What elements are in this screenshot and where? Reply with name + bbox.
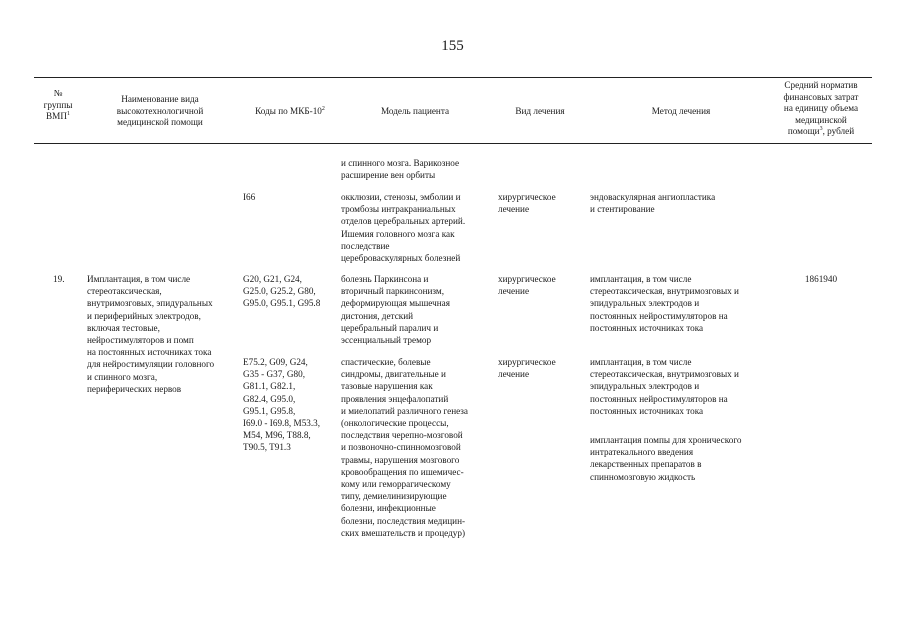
group-19-average-cost: 1861940: [804, 274, 838, 284]
footnote-3: 3: [819, 126, 823, 133]
i66-patient-model: окклюзии, стенозы, эмболии и тромбозы интракраниальных отделов церебральных артерий. Ишемия головного мозга как последствие цереброваскулярных болезней: [341, 192, 466, 264]
continued-patient-model: и спинного мозга. Варикозное расширение вен орбиты: [341, 158, 460, 181]
header-bottom-rule: [34, 143, 872, 144]
group-19a-patient-model: болезнь Паркинсона и вторичный паркинсонизм, деформирующая мышечная дистония, детский церебральный паралич и эссенциальный тремор: [341, 274, 450, 346]
i66-treatment-method: эндоваскулярная ангиопластика и стентирование: [590, 192, 716, 215]
group-19b-icd-codes: E75.2, G09, G24, G35 - G37, G80, G81.1, G82.1, G82.4, G95.0, G95.1, G95.8, I69.0 - I69.8, M53.3, M54, M96, T88.8, T90.5, T91.3: [243, 357, 321, 453]
group-19b-treatment-method-2: имплантация помпы для хронического интратекального введения лекарственных препаратов в спинномозговую жидкость: [590, 435, 742, 482]
header-average-cost-unit: , рублей: [822, 126, 855, 137]
footnote-2: 2: [321, 105, 325, 112]
group-19-care-type: Имплантация, в том числе стереотаксическая, внутримозговых, эпидуральных и периферийных электродов, включая тестовые, нейростимуляторов и помп на постоянных источниках тока для нейростимуляции головного и спинного мозга, периферических нервов: [87, 274, 215, 394]
group-19-number: 19.: [53, 274, 65, 284]
footnote-1: 1: [66, 111, 70, 118]
group-19b-treatment-type: хирургическое лечение: [498, 357, 556, 380]
group-19a-treatment-method: имплантация, в том числе стереотаксическая, внутримозговых и эпидуральных электродов и постоянных нейростимуляторов на постоянных источниках тока: [590, 274, 739, 333]
header-patient-model: Модель пациента: [380, 106, 450, 116]
i66-treatment-type: хирургическое лечение: [498, 192, 556, 215]
header-icd-codes-text: Коды по МКБ-10: [255, 106, 322, 116]
header-icd-codes: [238, 106, 342, 118]
header-average-cost: [766, 80, 876, 138]
i66-icd-codes: I66: [243, 192, 256, 202]
header-top-rule: [34, 77, 872, 78]
header-group-number-text: № группы ВМП: [43, 88, 73, 122]
group-19b-treatment-method-1: имплантация, в том числе стереотаксическая, внутримозговых и эпидуральных электродов и постоянных нейростимуляторов на постоянных источниках тока: [590, 357, 739, 416]
header-treatment-type: Вид лечения: [515, 106, 565, 116]
header-care-type: Наименование вида высокотехнологичной медицинской помощи: [116, 94, 204, 128]
group-19a-icd-codes: G20, G21, G24, G25.0, G25.2, G80, G95.0, G95.1, G95.8: [243, 274, 321, 309]
group-19a-treatment-type: хирургическое лечение: [498, 274, 556, 297]
page-number: 155: [441, 38, 464, 54]
header-average-cost-text: Средний норматив финансовых затрат на единицу объема медицинской помощи: [783, 80, 859, 137]
group-19b-patient-model: спастические, болевые синдромы, двигательные и тазовые нарушения как проявления энцефалопатий и миелопатий различного генеза (онкологические процессы, последствия черепно-мозговой и позвоночно-спинномозговой травмы, нарушения мозгового кровообращения по ишемичес- кому или геморрагическому типу, демиелинизирующие болезни, инфекционные болезни, последствия медицин- ских вмешательств и процедур): [341, 357, 469, 538]
header-treatment-method: Метод лечения: [651, 106, 711, 116]
header-group-number: [36, 88, 80, 123]
